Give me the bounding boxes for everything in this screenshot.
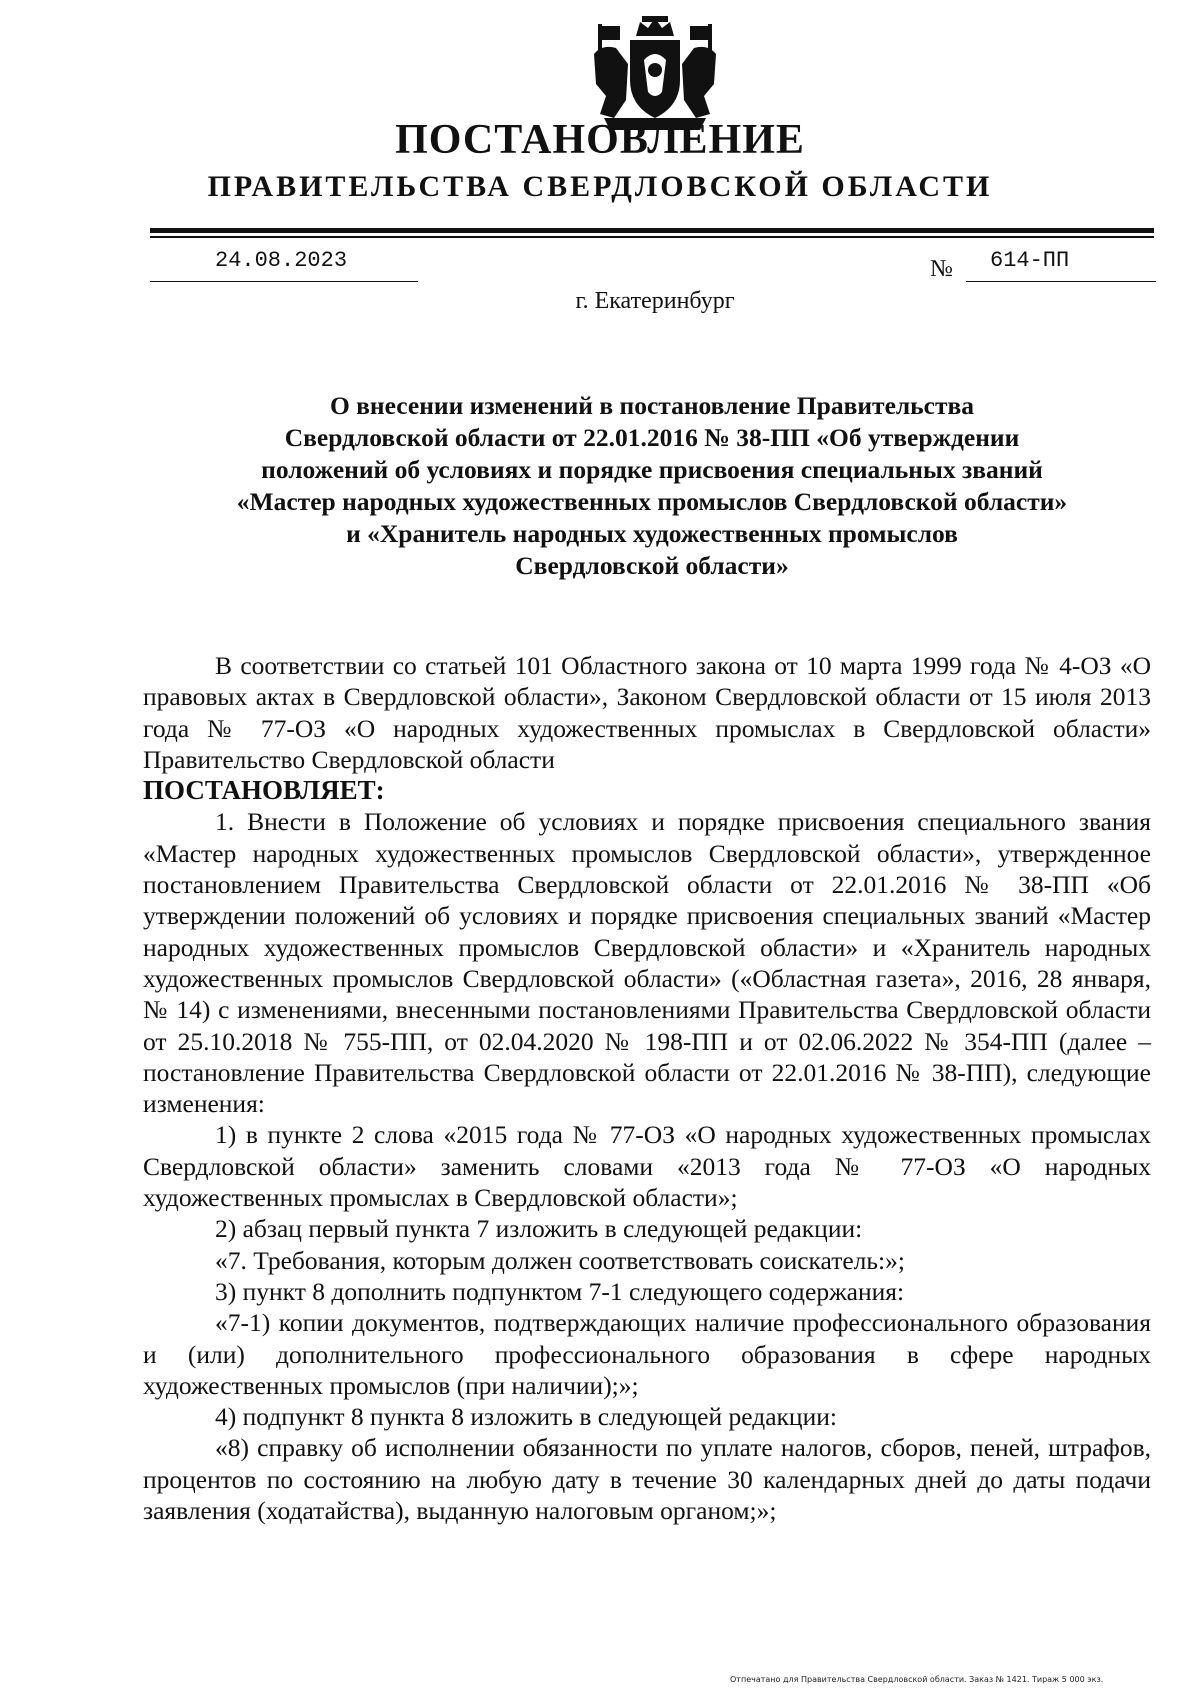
print-note: Отпечатано для Правительства Свердловской области. Заказ № 1421. Тираж 5 000 экз.	[730, 1675, 1104, 1684]
heading-line: Свердловской области»	[515, 551, 789, 580]
issuer-name: ПРАВИТЕЛЬСТВА СВЕРДЛОВСКОЙ ОБЛАСТИ	[207, 170, 993, 203]
date-underline	[150, 281, 418, 282]
document-heading	[150, 390, 1154, 582]
subclause-1-1: 1) в пункте 2 слова «2015 года № 77-ОЗ «О народных художественных промыслах Свердловской области» заменить словами «2013 года № 77-ОЗ «О народных художественных промыслах в Свердловской области»;	[143, 1120, 1151, 1213]
clause-1: 1. Внести в Положение об условиях и порядке присвоения специального звания «Мастер народных художественных промыслов Свердловской области», утвержденное постановлением Правительства Свердловской области от 22.01.2016 № 38-ПП «Об утверждении положений об условиях и порядке присвоения специальных званий «Мастер народных художественных промыслов Свердловской области» и «Хранитель народных художественных промыслов Свердловской области» («Областная газета», 2016, 28 января, № 14) с изменениями, внесенными постановлениями Правительства Свердловской области от 25.10.2018 № 755-ПП, от 02.04.2020 № 198-ПП и от 02.06.2022 № 354-ПП (далее – постановление Правительства Свердловской области от 22.01.2016 № 38-ПП), следующие изменения:	[143, 807, 1151, 1119]
quoted-text: «8) справку об исполнении обязанности по уплате налогов, сборов, пеней, штрафов, процентов по состоянию на любую дату в течение 30 календарных дней до даты подачи заявления (ходатайства), выданную налоговым органом;»;	[143, 1433, 1151, 1526]
coat-of-arms-icon	[584, 14, 726, 132]
quoted-text: «7-1) копии документов, подтверждающих наличие профессионального образования и (или) дополнительного профессионального образования в сфере народных художественных промыслов (при наличии);»;	[143, 1308, 1151, 1400]
number-underline	[966, 281, 1156, 282]
number-sign: №	[930, 256, 953, 282]
subclause-1-4: 4) подпункт 8 пункта 8 изложить в следующей редакции:	[215, 1402, 837, 1432]
document-body	[143, 650, 1151, 1526]
heading-line: Свердловской области от 22.01.2016 № 38-ПП «Об утверждении	[284, 423, 1020, 452]
document-number: 614-ПП	[990, 248, 1070, 273]
header-rule-thin	[150, 236, 1154, 238]
header-rule-thick	[150, 228, 1154, 233]
document-title: ПОСТАНОВЛЕНИЕ	[395, 117, 805, 163]
heading-line: О внесении изменений в постановление Правительства	[329, 391, 975, 420]
subclause-1-2: 2) абзац первый пункта 7 изложить в следующей редакции:	[215, 1214, 863, 1244]
document-date: 24.08.2023	[215, 248, 348, 273]
heading-line: и «Хранитель народных художественных промыслов	[346, 519, 958, 548]
resolves-label: ПОСТАНОВЛЯЕТ:	[143, 775, 385, 806]
document-city: г. Екатеринбург	[575, 288, 735, 314]
preamble-paragraph: В соответствии со статьей 101 Областного закона от 10 марта 1999 года № 4-ОЗ «О правовых актах в Свердловской области», Законом Свердловской области от 15 июля 2013 года № 77-ОЗ «О народных художественных промыслах в Свердловской области» Правительство Свердловской области	[143, 651, 1151, 774]
subclause-1-3: 3) пункт 8 дополнить подпунктом 7-1 следующего содержания:	[215, 1276, 905, 1306]
heading-line: положений об условиях и порядке присвоения специальных званий	[261, 455, 1043, 484]
quoted-text: «7. Требования, которым должен соответствовать соискатель:»;	[215, 1245, 905, 1275]
heading-line: «Мастер народных художественных промыслов Свердловской области»	[236, 487, 1068, 516]
